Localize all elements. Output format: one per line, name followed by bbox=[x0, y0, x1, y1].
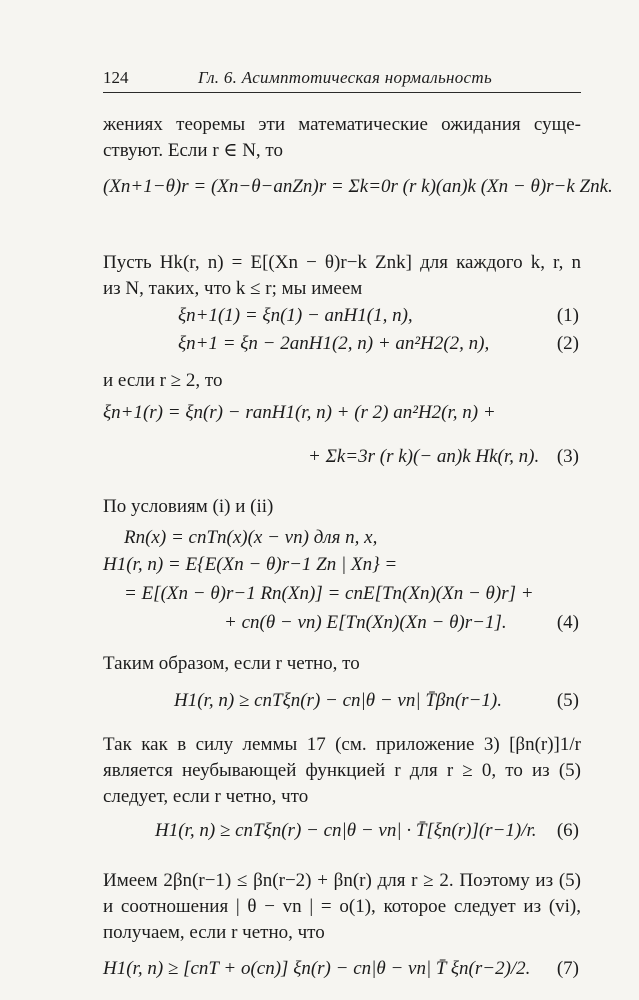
page-number: 124 bbox=[103, 68, 129, 87]
text-line: По условиям (i) и (ii) bbox=[103, 496, 274, 517]
equation-number: (2) bbox=[556, 333, 579, 354]
equation-1: ξn+1(1) = ξn(1) − anH1(1, n), bbox=[178, 305, 413, 326]
text-line: и соотношения | θ − vn | = o(1), которое следует из (vi), bbox=[103, 896, 581, 917]
text-line: Имеем 2βn(r−1) ≤ βn(r−2) + βn(r) для r ≥ 2. Поэтому из (5) bbox=[103, 870, 581, 891]
equation-binomial: (Xn+1−θ)r = (Xn−θ−anZn)r = Σk=0r (r k)(an)k (Xn − θ)r−k Znk. bbox=[103, 176, 613, 197]
equation-4c: = E[(Xn − θ)r−1 Rn(Xn)] = cnE[Tn(Xn)(Xn − θ)r] + bbox=[124, 583, 534, 604]
equation-4a: Rn(x) = cnTn(x)(x − vn) для n, x, bbox=[124, 527, 378, 548]
equation-4b: H1(r, n) = E{E(Xn − θ)r−1 Zn | Xn} = bbox=[103, 554, 398, 575]
text-line: жениях теоремы эти математические ожидания суще- bbox=[103, 114, 581, 135]
text-line: из N, таких, что k ≤ r; мы имеем bbox=[103, 278, 363, 299]
equation-number: (1) bbox=[556, 305, 579, 326]
text-line: следует, если r четно, что bbox=[103, 786, 309, 807]
text-line: получаем, если r четно, что bbox=[103, 922, 325, 943]
text-line: Таким образом, если r четно, то bbox=[103, 653, 360, 674]
text-line: и если r ≥ 2, то bbox=[103, 370, 223, 391]
equation-number: (7) bbox=[556, 958, 579, 979]
text-line: Пусть Hk(r, n) = E[(Xn − θ)r−k Znk] для каждого k, r, n bbox=[103, 252, 581, 273]
equation-2: ξn+1 = ξn − 2anH1(2, n) + an²H2(2, n), bbox=[178, 333, 490, 354]
text-line: ствуют. Если r ∈ N, то bbox=[103, 140, 283, 161]
equation-number: (3) bbox=[556, 446, 579, 467]
equation-6: H1(r, n) ≥ cnTξn(r) − cn|θ − vn| · T̄[ξn(r)](r−1)/r. bbox=[155, 820, 537, 841]
equation-number: (5) bbox=[556, 690, 579, 711]
text-line: является неубывающей функцией r для r ≥ 0, то из (5) bbox=[103, 760, 581, 781]
equation-number: (6) bbox=[556, 820, 579, 841]
equation-5: H1(r, n) ≥ cnTξn(r) − cn|θ − vn| T̄βn(r−1). bbox=[174, 690, 502, 711]
equation-number: (4) bbox=[556, 612, 579, 633]
running-title: Гл. 6. Асимптотическая нормальность bbox=[198, 68, 492, 87]
running-header bbox=[103, 68, 581, 90]
equation-7: H1(r, n) ≥ [cnT + o(cn)] ξn(r) − cn|θ − vn| T̄ ξn(r−2)/2. bbox=[103, 958, 531, 979]
text-line: Так как в силу леммы 17 (см. приложение 3) [βn(r)]1/r bbox=[103, 734, 581, 755]
equation-3b: + Σk=3r (r k)(− an)k Hk(r, n). bbox=[308, 446, 540, 467]
header-rule bbox=[103, 92, 581, 93]
equation-3a: ξn+1(r) = ξn(r) − ranH1(r, n) + (r 2) an²H2(r, n) + bbox=[103, 402, 496, 423]
equation-4d: + cn(θ − vn) E[Tn(Xn)(Xn − θ)r−1]. bbox=[224, 612, 507, 633]
